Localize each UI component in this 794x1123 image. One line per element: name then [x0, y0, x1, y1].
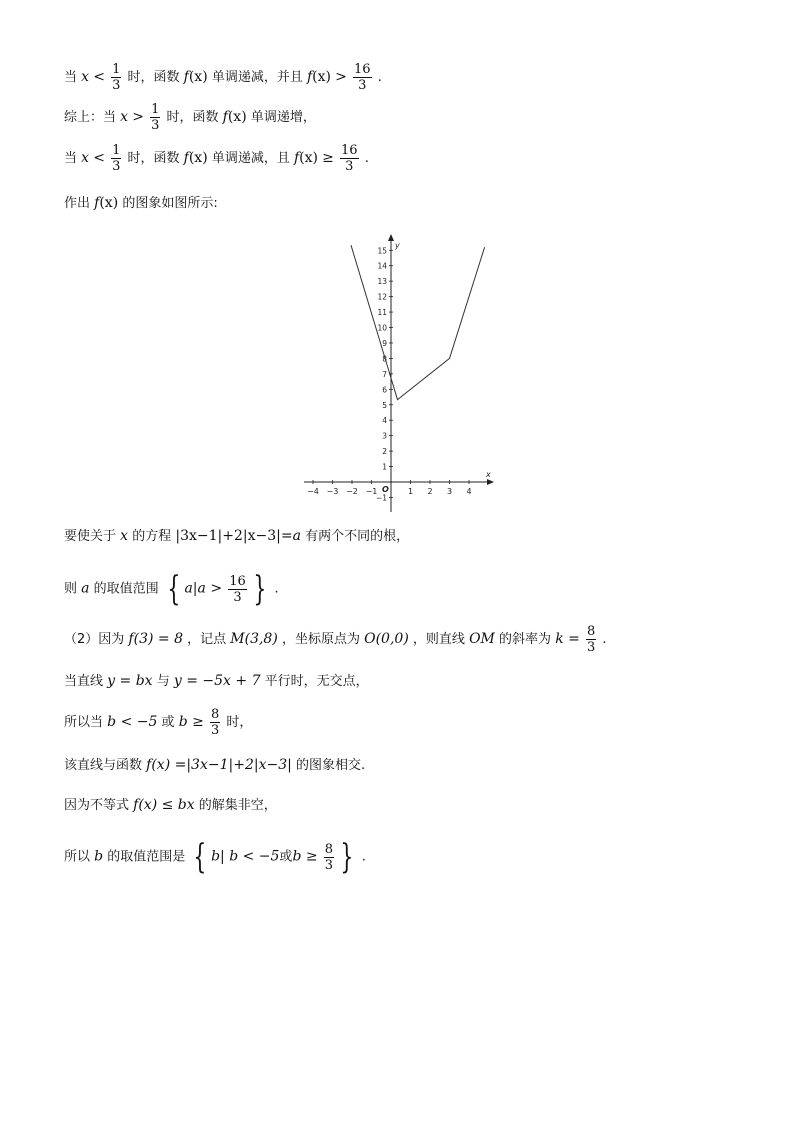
text: 该直线与函数: [64, 758, 143, 773]
text: 综上：当: [64, 110, 117, 125]
x-tick-label: −1: [365, 487, 378, 496]
numerator: 16: [229, 573, 246, 589]
y-tick-label: 5: [382, 400, 387, 410]
math-var: f: [183, 69, 189, 85]
x-tick-label: 3: [446, 487, 453, 496]
numerator: 1: [112, 143, 121, 158]
math-arg: (x): [99, 195, 119, 211]
fraction: [586, 624, 596, 655]
text-line-9: [64, 707, 252, 738]
math-var: f: [293, 150, 300, 166]
math-var: a: [292, 528, 301, 544]
math-arg: (x): [188, 69, 208, 85]
denominator: 3: [358, 78, 367, 93]
text-line-5: [64, 526, 409, 547]
text: 作出: [64, 196, 91, 211]
math-var: x: [120, 109, 129, 125]
y-tick-label: 15: [377, 246, 387, 256]
text: 时，函数: [127, 151, 180, 166]
text-line-8: [64, 671, 369, 692]
text: 时，函数: [166, 110, 219, 125]
function-graph: [300, 225, 500, 515]
text: 当: [64, 70, 78, 85]
y-axis-label: y: [395, 241, 400, 250]
denominator: 3: [345, 159, 354, 174]
text: 因为不等式: [64, 798, 130, 813]
left-brace: {: [193, 837, 207, 877]
text: 所以当: [64, 715, 104, 730]
math-expr: b ≥: [178, 714, 204, 730]
text: 则: [64, 581, 78, 597]
text: 当直线: [64, 674, 104, 689]
text: 时，函数: [127, 70, 180, 85]
fraction: [228, 574, 247, 605]
text: 与: [156, 674, 170, 689]
numerator: 8: [324, 841, 334, 857]
numerator: 8: [210, 707, 220, 722]
x-tick-label: 2: [427, 487, 433, 496]
fraction: [111, 62, 121, 93]
x-tick-label: −2: [346, 487, 358, 496]
numerator: 8: [587, 624, 596, 639]
fraction: [150, 102, 160, 133]
denominator: 3: [233, 589, 242, 605]
math-var: f: [94, 195, 100, 211]
function-curve: [351, 245, 485, 399]
fraction: [210, 707, 220, 738]
text-line-10: [64, 755, 365, 776]
text-line-1: [64, 62, 382, 93]
text: ，坐标原点为: [281, 632, 360, 647]
math-var: OM: [469, 631, 495, 647]
text: 单调递减，且: [211, 151, 290, 166]
math-arg: (x): [299, 150, 318, 166]
y-tick-label: 12: [377, 292, 387, 302]
math-point: M(3,8): [230, 631, 278, 647]
text: 或: [161, 715, 175, 730]
text-line-6: [64, 569, 279, 609]
math-var: x: [81, 150, 90, 166]
x-axis-label: x: [486, 470, 491, 479]
denominator: 3: [112, 78, 121, 93]
text-line-7: [64, 624, 607, 655]
text: .: [602, 632, 607, 647]
denominator: 3: [151, 118, 160, 133]
math-expr: f(3) = 8: [128, 631, 183, 647]
math-op: >: [132, 109, 144, 125]
text-line-12: [64, 837, 366, 877]
math-var: f: [222, 109, 228, 125]
text: 所以: [64, 849, 91, 865]
origin-label: O: [382, 485, 389, 494]
denominator: 3: [210, 723, 220, 738]
numerator: 1: [112, 62, 121, 77]
text: 的图象相交.: [295, 758, 366, 773]
y-tick-label: 11: [377, 308, 387, 318]
math-var: b: [94, 848, 104, 865]
text: 平行时，无交点，: [264, 674, 369, 689]
text: .: [377, 70, 382, 85]
text-line-4: [64, 193, 218, 214]
math-expr: y = bx: [107, 673, 153, 689]
set-expression: a|a >: [184, 580, 223, 597]
equation: |3x−1|+2|x−3|=: [175, 528, 293, 544]
fraction: [340, 143, 359, 174]
text: 的取值范围是: [107, 849, 186, 865]
math-op: ≥: [322, 150, 334, 166]
x-tick-label: 1: [407, 487, 414, 496]
text: ，记点: [187, 632, 227, 647]
math-expr: b < −5: [107, 714, 158, 730]
y-tick-label: 3: [382, 431, 387, 441]
x-tick-label: 4: [466, 487, 472, 496]
denominator: 3: [112, 159, 121, 174]
y-tick-label: 7: [382, 369, 387, 379]
math-var: a: [81, 580, 90, 597]
y-tick-label: 1: [382, 462, 387, 472]
text: 时，: [226, 715, 253, 730]
left-brace: {: [167, 569, 181, 609]
y-tick-label: 14: [377, 261, 387, 271]
math-var: f: [183, 150, 189, 166]
y-tick-label: 10: [377, 323, 387, 333]
numerator: 16: [354, 62, 371, 77]
set-expression: b| b < −5: [211, 848, 280, 865]
x-tick-label: −3: [326, 487, 339, 496]
text: 或: [279, 849, 293, 865]
math-var: k =: [555, 631, 580, 647]
text: 的斜率为: [499, 632, 552, 647]
math-expr: f(x) =|3x−1|+2|x−3|: [146, 757, 292, 773]
right-brace: }: [340, 837, 354, 877]
text: 单调递减，并且: [211, 70, 303, 85]
x-tick-label: −4: [307, 487, 319, 496]
text: .: [274, 581, 279, 597]
y-tick-label: 8: [382, 354, 387, 364]
math-arg: (x): [188, 150, 208, 166]
y-axis-arrow: [388, 234, 394, 241]
denominator: 3: [324, 857, 334, 873]
text: ，则直线: [412, 632, 465, 647]
fraction: [353, 62, 372, 93]
y-tick-label: 4: [382, 416, 387, 426]
math-expr: y = −5x + 7: [173, 673, 261, 689]
text: 当: [64, 151, 78, 166]
math-op: >: [335, 69, 347, 85]
math-op: <: [93, 150, 105, 166]
right-brace: }: [253, 569, 267, 609]
text: 单调递增，: [250, 110, 316, 125]
x-axis-arrow: [487, 479, 494, 485]
text: （2）因为: [64, 632, 125, 647]
text: 要使关于: [64, 529, 117, 544]
math-var: x: [81, 69, 90, 85]
denominator: 3: [587, 640, 596, 655]
text: .: [364, 151, 369, 166]
text: 的取值范围: [93, 581, 159, 597]
math-var: x: [120, 528, 129, 544]
text: .: [361, 849, 366, 865]
math-arg: (x): [312, 69, 331, 85]
fraction: [111, 143, 121, 174]
text: 的解集非空，: [198, 798, 277, 813]
math-op: <: [93, 69, 105, 85]
text: 的方程: [132, 529, 172, 544]
math-expr: f(x) ≤ bx: [133, 797, 195, 813]
text: 有两个不同的根，: [305, 529, 410, 544]
y-tick-label: 9: [382, 338, 387, 348]
math-arg: (x): [227, 109, 247, 125]
y-tick-label: 2: [382, 447, 387, 457]
text-line-11: [64, 795, 277, 816]
math-var: f: [306, 69, 313, 85]
math-point: O(0,0): [364, 631, 409, 647]
numerator: 1: [151, 102, 160, 117]
y-tick-label: −1: [375, 493, 387, 503]
math-expr: b ≥: [292, 848, 318, 865]
text-line-3: [64, 143, 369, 174]
text-line-2: [64, 102, 316, 133]
y-tick-label: 13: [377, 277, 387, 287]
y-tick-label: 6: [382, 385, 387, 395]
numerator: 16: [341, 143, 358, 158]
text: 的图象如图所示:: [122, 196, 218, 211]
fraction: [324, 842, 334, 873]
